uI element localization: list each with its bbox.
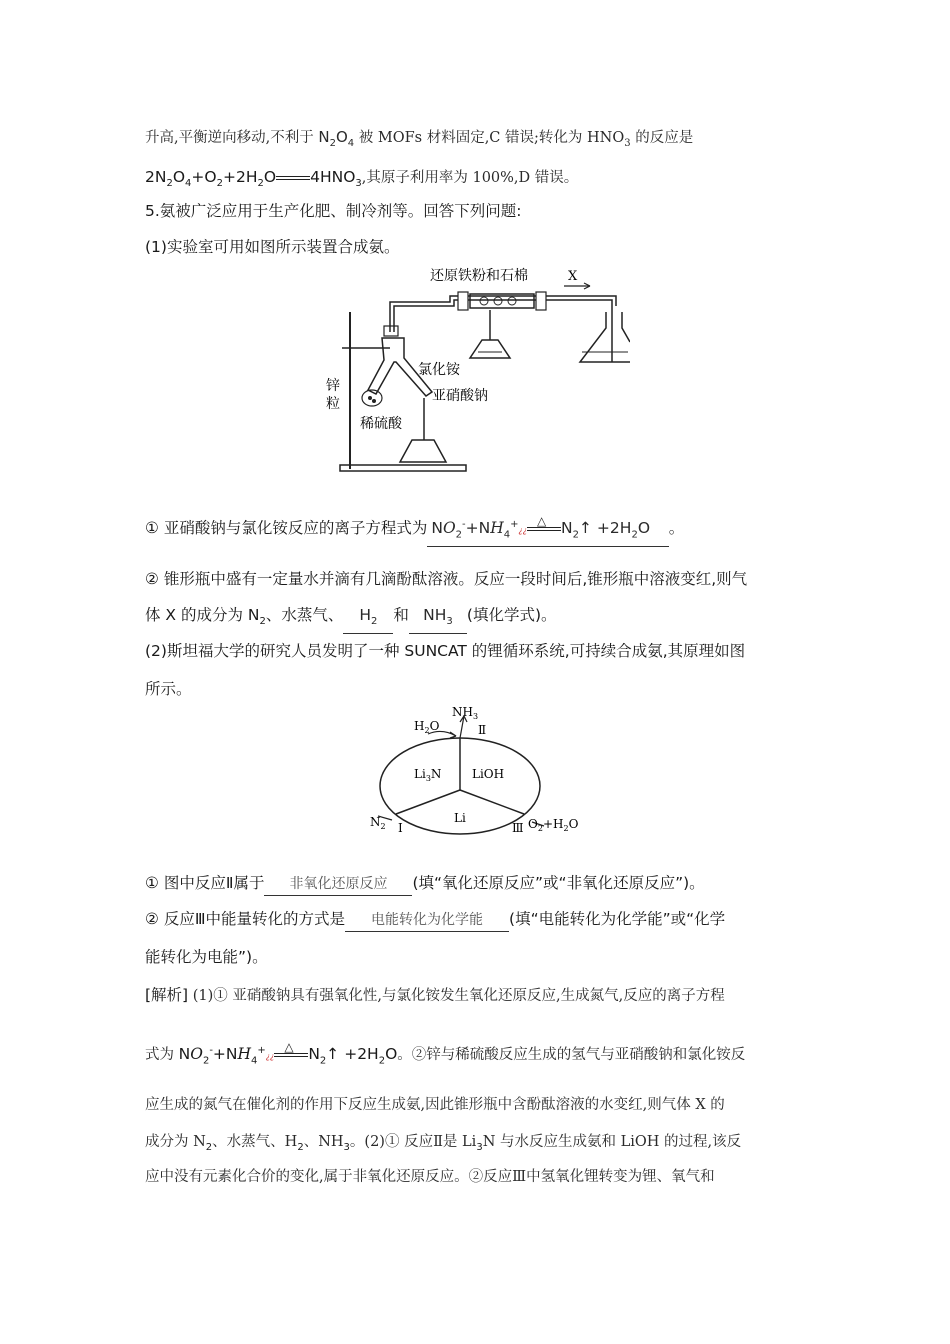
- analysis-line-5: 应中没有元素化合价的变化,属于非氧化还原反应。②反应Ⅲ中氢氧化锂转变为锂、氧气和: [145, 1169, 715, 1185]
- svg-text:O2+H2O: $O_2+H_2O$: [528, 817, 579, 833]
- answer-1a: $NO_2^-+NH_4^+¿¿$ △ $N_2↑ +2H_2O$: [427, 514, 668, 547]
- svg-text:N2: $N_2$: [370, 815, 386, 831]
- analysis-line-1: [解析] (1)① 亚硝酸钠具有强氧化性,与氯化铵发生氧化还原反应,生成氮气,反应的离子方程: [145, 986, 725, 1004]
- svg-text:亚硝酸钠: 亚硝酸钠: [432, 388, 488, 404]
- answer-nh3: $NH_3$: [409, 604, 467, 634]
- question-5-1: (1)实验室可用如图所示装置合成氨。: [145, 238, 400, 256]
- lithium-cycle-figure: [368, 704, 580, 840]
- svg-text:氯化铵: 氯化铵: [418, 362, 460, 378]
- svg-text:Li: Li: [454, 811, 466, 825]
- equals-bar: [276, 173, 310, 183]
- apparatus-figure: [320, 262, 630, 476]
- question-2a: ① 图中反应Ⅱ属于 非氧化还原反应 (填“氧化还原反应”或“非氧化还原反应”)。: [145, 872, 705, 896]
- text-line-1: 升高,平衡逆向移动,不利于 $N_2O_4$ 被 MOFs 材料固定,C 错误;转化为 $HNO_3$ 的反应是: [145, 128, 694, 149]
- svg-text:粒: 粒: [326, 396, 340, 412]
- question-1b-line1: ② 锥形瓶中盛有一定量水并滴有几滴酚酞溶液。反应一段时间后,锥形瓶中溶液变红,则气: [145, 570, 748, 588]
- svg-text:NH3: $NH_3$: [452, 705, 479, 721]
- svg-text:Ⅱ: Ⅱ: [478, 723, 487, 737]
- analysis-line-3: 应生成的氮气在催化剂的作用下反应生成氨,因此锥形瓶中含酚酞溶液的水变红,则气体 X 的: [145, 1097, 725, 1113]
- analysis-line-2: 式为 $NO_2^-+NH_4^+¿¿$ △ $N_2↑ +2H_2O$。②锌与稀硫酸反应生成的氢气与亚硝酸钠和氯化铵反: [145, 1039, 746, 1067]
- text-line-2: $2N_2O_4+O_2+2H_2O$ $4HNO_3$,其原子利用率为 100%,D 错误。: [145, 168, 579, 190]
- answer-2a: 非氧化还原反应: [264, 873, 412, 896]
- question-1b-line2: 体 X 的成分为 $N_2$、水蒸气、 $H_2$ 和 $NH_3$ (填化学式)。: [145, 604, 557, 634]
- question-2-line2: 所示。: [145, 680, 192, 698]
- svg-text:LiOH: LiOH: [472, 767, 505, 781]
- equals-bar-heat: △: [527, 524, 561, 534]
- question-2-line1: (2)斯坦福大学的研究人员发明了一种 SUNCAT 的锂循环系统,可持续合成氨,其原理如图: [145, 642, 746, 660]
- svg-text:X: X: [568, 269, 578, 284]
- analysis-tag: [解析]: [145, 986, 189, 1004]
- svg-text:Ⅰ: Ⅰ: [398, 821, 403, 835]
- label-iron: 还原铁粉和石棉: [430, 268, 528, 284]
- question-2b-line2: 能转化为电能”)。: [145, 948, 268, 966]
- question-2b-line1: ② 反应Ⅲ中能量转化的方式是 电能转化为化学能 (填“电能转化为化学能”或“化学: [145, 908, 725, 932]
- svg-text:锌: 锌: [326, 378, 340, 394]
- answer-h2: $H_2$: [343, 604, 393, 634]
- svg-text:Li3N: $Li_3N$: [414, 767, 442, 783]
- analysis-line-4: 成分为 $N_2$、水蒸气、$H_2$、$NH_3$。(2)① 反应Ⅱ是 $Li_3N$ 与水反应生成氨和 LiOH 的过程,该反: [145, 1134, 742, 1154]
- equals-bar-heat-2: △: [274, 1050, 308, 1060]
- question-1a: ① 亚硝酸钠与氯化铵反应的离子方程式为 $NO_2^-+NH_4^+¿¿$ △ $N_2↑ +2H_2O$ 。: [145, 514, 684, 547]
- svg-text:Ⅲ: Ⅲ: [512, 821, 524, 835]
- answer-2b: 电能转化为化学能: [345, 909, 509, 932]
- question-5-title: 5.氨被广泛应用于生产化肥、制冷剂等。回答下列问题:: [145, 202, 522, 220]
- svg-text:稀硫酸: 稀硫酸: [360, 416, 402, 432]
- svg-text:H2O: $H_2O$: [414, 719, 440, 735]
